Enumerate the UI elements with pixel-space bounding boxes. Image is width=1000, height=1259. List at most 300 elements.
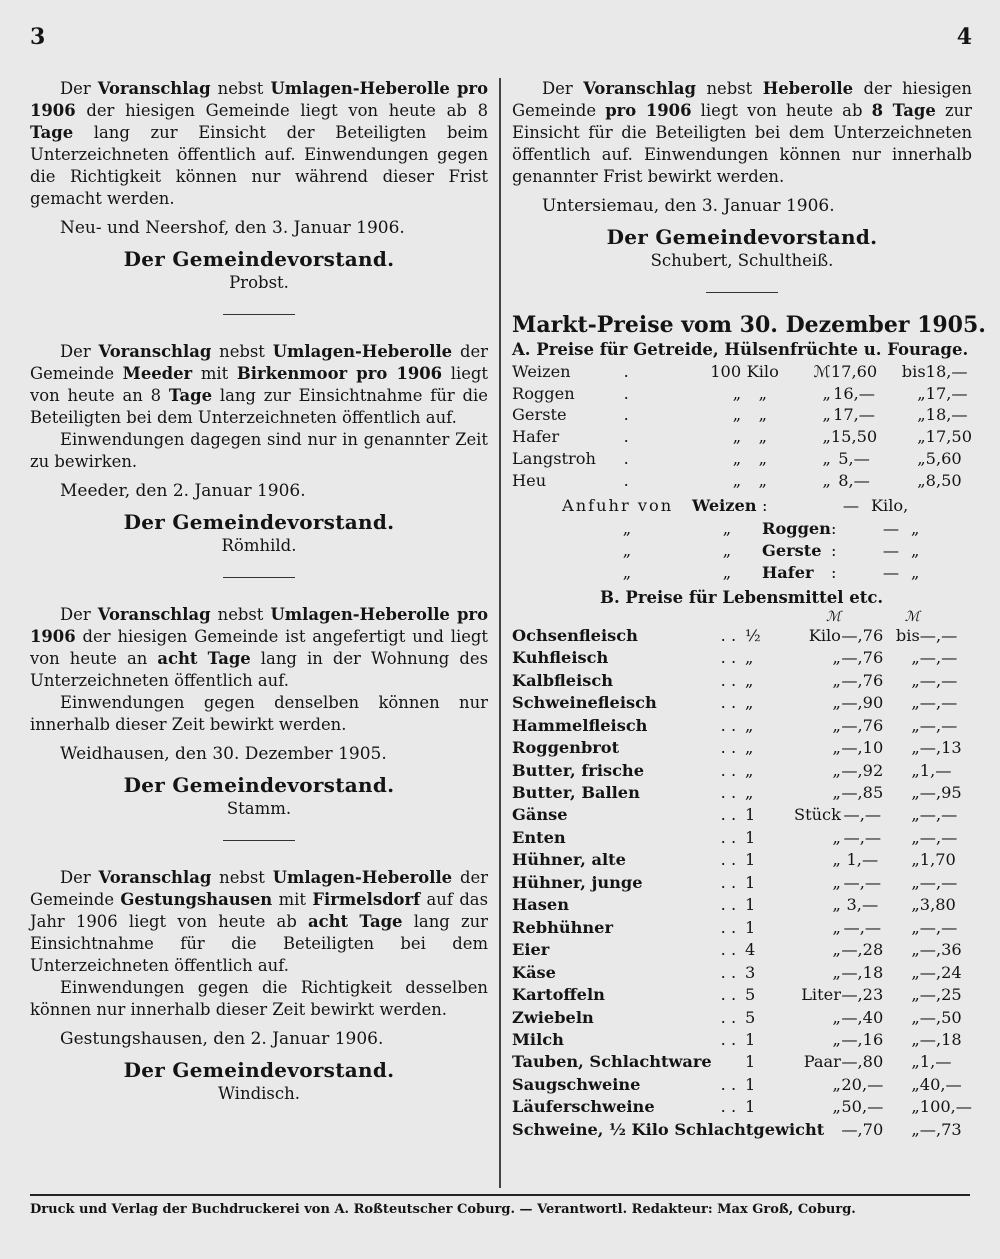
delivery-row-cell: „ [910,518,920,538]
grain-price-row-cell: „ [732,405,742,425]
delivery-row-cell: „ [910,541,920,561]
food-price-row [512,962,972,984]
food-price-row-cell: —,28 [841,940,884,960]
food-price-row-cell: „ [745,783,754,803]
food-price-row-cell: Hühner, alte [512,850,626,870]
grain-price-row [512,426,972,448]
food-price-row-cell: . . [720,1007,737,1027]
notice-meeder [30,341,488,557]
grain-price-row-cell: „ [732,470,742,490]
food-price-row-cell: —,— [919,805,958,825]
food-price-row-cell: „ [832,760,841,780]
food-price-row-cell: —,— [919,670,958,690]
delivery-row-cell: „ [722,541,732,561]
food-price-row-cell: „ [911,670,920,690]
delivery-row-cell: Anfuhr von [562,496,674,516]
food-price-row-cell: . . [720,985,737,1005]
food-price-row-cell: bis [895,625,920,645]
food-price-row-cell: 1,70 [919,850,956,870]
notice-text: Der Voranschlag nebst Umlagen-Heberolle pro 1906 der hiesigen Gemeinde ist angefertigt und liegt von heute an acht Tage lang in der Wohnung des Unterzeichneten öffentlich auf. [30,605,488,690]
delivery-row [562,518,919,540]
food-price-row-cell: —,76 [841,715,884,735]
food-price-row-cell: . . [720,805,737,825]
food-price-row-cell: —,13 [919,738,962,758]
food-price-row-cell: „ [832,783,841,803]
grain-price-row-cell: 18,— [925,405,968,425]
notice-signer: Windisch. [218,1084,300,1103]
food-price-row [512,625,972,647]
food-price-row-cell: . . [720,670,737,690]
food-price-row-cell: . . [720,625,737,645]
food-price-row-cell: —,24 [919,962,962,982]
grain-price-row-cell: 16,— [833,383,875,403]
grain-price-row-cell: „ [732,427,742,447]
notice-signature: Der Gemeindevorstand. [606,225,878,249]
food-price-row [512,1096,972,1118]
food-price-row-cell: Butter, frische [512,760,645,780]
delivery-row-cell: — [882,563,900,583]
food-price-row-cell: „ [832,872,841,892]
grain-price-row [512,470,972,492]
notice-text: Der Voranschlag nebst Umlagen-Heberolle pro 1906 der hiesigen Gemeinde liegt von heute ab 8 Tage lang zur Einsicht der Beteiligten beim Unterzeichneten öffentlich auf. Einwendungen gegen die Richtigkeit können nur während dieser Frist gemacht werden. [30,79,488,208]
food-price-row-cell: „ [911,1007,920,1027]
column-divider [499,78,501,1188]
food-price-row-cell: „ [832,850,841,870]
food-price-row-cell: „ [911,1030,920,1049]
food-price-row-cell: . . [720,760,737,780]
food-price-row-cell: Enten [512,827,566,847]
right-column [512,78,986,1141]
food-price-row-cell: —,90 [841,693,884,713]
food-price-row-cell: „ [911,1119,920,1139]
grain-price-row-cell: Kilo [746,362,779,381]
grain-price-row-cell: „ [917,470,926,490]
food-price-row-cell: . . [720,850,737,870]
food-price-row-cell: Stück [794,805,841,825]
food-price-row [512,737,972,759]
grain-price-row-cell: Heu [512,470,547,490]
food-price-row [512,647,972,669]
food-price-row-cell: . . [720,917,737,937]
food-price-row-cell: „ [745,648,754,668]
food-price-row-cell: 1,— [919,1052,952,1072]
food-price-row-cell: —,— [843,872,882,892]
notice-signer: Schubert, Schultheiß. [650,251,834,270]
food-price-row [512,782,972,804]
market-prices-title: Markt-Preise vom 30. Dezember 1905. [512,312,986,338]
food-price-row-cell: Käse [512,962,556,982]
delivery-row-cell: „ [722,563,732,583]
food-price-row [512,715,972,737]
imprint-footer: Druck und Verlag der Buchdruckerei von A. Roßteutscher Coburg. — Verantwortl. Redakteur: Max Groß, Coburg. [30,1194,970,1217]
food-price-row-cell: . . [720,827,737,847]
food-price-row-cell: Tauben, Schlachtware [512,1052,712,1072]
delivery-row-cell: : [762,496,768,516]
food-price-row-cell: —,— [843,827,882,847]
food-price-row-cell: —,70 [841,1119,884,1139]
food-price-row [512,984,972,1006]
food-price-row-cell: —,80 [841,1052,884,1072]
food-price-row-cell: . . [720,872,737,892]
food-price-row-cell: „ [911,962,920,982]
food-price-row-cell: 1 [745,917,756,937]
grain-price-row-cell: „ [758,427,767,447]
food-price-row-cell: Kartoffeln [512,985,605,1005]
grain-price-row-cell: „ [822,470,831,490]
grain-price-row-cell: 15,50 [830,427,878,447]
food-price-row [512,872,972,894]
separator-rule [223,314,295,315]
delivery-row-cell: „ [910,563,920,583]
grain-price-table [512,361,972,491]
food-price-row-cell: Läuferschweine [512,1097,655,1117]
food-price-row-cell: „ [745,670,754,690]
grain-price-row-cell: . [623,427,629,447]
grain-price-row-cell: bis [901,362,926,381]
food-price-row-cell: 1,— [846,850,879,870]
food-price-row-cell: „ [832,715,841,735]
food-price-row [512,894,972,916]
grain-price-row-cell: . [623,383,629,403]
food-price-row-cell: 1 [745,1074,756,1094]
notice-untersiemau [512,78,972,272]
food-price-row-cell: „ [832,648,841,668]
food-price-row-cell: 1 [745,895,756,915]
grain-price-row-cell: . [623,470,629,490]
grain-price-row-cell: „ [822,383,831,403]
food-price-row [512,1074,972,1096]
notice-place-date: Gestungshausen, den 2. Januar 1906. [60,1029,384,1049]
food-price-row-cell: „ [911,715,920,735]
grain-price-row-cell: . [623,362,629,381]
grain-price-row [512,404,972,426]
food-price-row-cell: „ [832,1007,841,1027]
food-price-row-cell: —,— [919,917,958,937]
grain-price-row-cell: Gerste [512,405,567,425]
grain-price-row-cell: „ [732,448,742,468]
food-price-row-cell: 50,— [841,1097,884,1117]
food-price-row-cell: . . [720,895,737,915]
section-b-heading: B. Preise für Lebensmittel etc. [600,587,884,607]
separator-rule [223,840,295,841]
food-price-row-cell: . . [720,940,737,960]
delivery-row-cell: — [882,541,900,561]
food-price-row-cell: —,— [919,715,958,735]
notice-signature: Der Gemeindevorstand. [123,510,395,534]
food-price-row [512,917,972,939]
food-price-row-cell: Hasen [512,895,569,915]
delivery-row-cell: — [842,496,860,516]
grain-price-row-cell: 17,50 [925,427,972,447]
grain-price-row-cell: „ [917,383,926,403]
food-price-row-cell: „ [745,760,754,780]
food-price-row-cell: 3 [745,962,756,982]
notice-gestungshausen [30,867,488,1105]
grain-price-row-cell: „ [917,448,926,468]
food-price-row-cell: 1 [745,872,756,892]
food-price-row [512,670,972,692]
food-price-row-cell: —,76 [841,625,884,645]
food-price-row-cell: Saugschweine [512,1074,641,1094]
food-price-row-cell: „ [911,1097,920,1117]
food-price-row-cell: —,25 [919,985,962,1005]
grain-price-row-cell: „ [822,427,831,447]
page-number-left: 3 [30,24,46,50]
delivery-row-cell: Weizen [692,496,757,516]
food-price-row [512,849,972,871]
food-price-row-cell [712,1051,745,1073]
page-number-right: 4 [956,24,972,50]
food-price-row-cell: Zwiebeln [512,1007,594,1027]
food-price-row-cell: „ [911,872,920,892]
notice-signature: Der Gemeindevorstand. [123,773,395,797]
food-price-row-cell: . . [720,1030,737,1049]
food-price-row-cell: —,18 [919,1030,962,1049]
food-price-row-cell: —,— [919,827,958,847]
food-price-row-cell: 1,— [919,760,952,780]
unit-mark: ℳ [904,608,920,625]
unit-mark: ℳ [825,608,841,625]
grain-price-row-cell: „ [917,405,926,425]
food-price-row-cell: —,18 [841,962,884,982]
food-price-row-cell: —,85 [841,783,884,803]
food-price-row-cell: . . [720,693,737,713]
food-price-row-cell: —,76 [841,670,884,690]
delivery-row-cell: — [882,518,900,538]
notice-text-2: Einwendungen dagegen sind nur in genannter Zeit zu bewirken. [30,430,488,471]
food-price-row-cell: Eier [512,940,550,960]
delivery-row-cell: : [830,518,837,538]
food-price-row-cell: „ [832,1074,841,1094]
grain-price-row-cell: „ [732,383,742,403]
grain-price-row [512,383,972,405]
grain-price-row-cell: 17,— [925,383,968,403]
grain-price-row-cell: 8,50 [925,470,962,490]
delivery-row-cell: : [830,563,837,583]
food-price-row-cell: Hammelfleisch [512,715,648,735]
grain-price-row-cell: Roggen [512,383,575,403]
section-a-heading: A. Preise für Getreide, Hülsenfrüchte u. Fourage. [512,340,969,359]
food-price-row-cell: —,92 [841,760,884,780]
grain-price-row-cell: 17,60 [830,362,878,381]
notice-text: Der Voranschlag nebst Umlagen-Heberolle der Gemeinde Gestungshausen mit Firmelsdorf auf das Jahr 1906 liegt von heute ab acht Tage lang zur Einsichtnahme für die Beteiligten bei dem Unterzeichneten öffentlich auf. [30,868,488,975]
delivery-row-cell: Kilo, [870,496,909,516]
food-price-row-cell: —,— [843,917,882,937]
food-price-row-cell: „ [911,738,920,758]
food-price-row [512,692,972,714]
food-price-row-cell: Paar [803,1052,841,1072]
grain-price-row-cell: „ [758,470,767,490]
food-price-row-cell: „ [911,917,920,937]
food-price-row-cell: 4 [745,940,756,960]
food-price-row-cell: „ [911,940,920,960]
food-price-row-cell: Roggenbrot [512,738,620,758]
food-price-row-cell: „ [832,693,841,713]
food-price-row [512,1051,972,1073]
food-price-row-cell: „ [911,693,920,713]
food-price-row-cell: „ [745,715,754,735]
notice-signature: Der Gemeindevorstand. [123,1058,395,1082]
grain-price-row-cell: . [623,405,629,425]
food-price-row-cell: 1 [745,1052,756,1072]
food-price-row-cell: —,16 [841,1030,884,1049]
grain-price-row-cell: . [623,448,629,468]
grain-price-row-cell: 5,60 [925,448,962,468]
food-price-row-cell: —,76 [841,648,884,668]
food-price-row-cell: „ [832,670,841,690]
food-price-row-cell: . . [720,715,737,735]
food-price-row-cell: . . [720,962,737,982]
food-price-row-cell: „ [911,805,920,825]
food-price-row-cell: . . [720,738,737,758]
food-price-row-cell: „ [832,895,841,915]
notice-text: Der Voranschlag nebst Heberolle der hiesigen Gemeinde pro 1906 liegt von heute ab 8 Tage zur Einsicht für die Beteiligten bei dem Unterzeichneten öffentlich auf. Einwendungen können nur innerhalb genannter Frist bewirkt werden. [512,79,972,186]
food-price-row-cell: 3,80 [919,895,956,915]
grain-price-row-cell: „ [758,383,767,403]
notice-text-2: Einwendungen gegen denselben können nur innerhalb dieser Zeit bewirkt werden. [30,693,488,734]
grain-price-row [512,448,972,470]
food-price-row-cell: „ [832,962,841,982]
food-price-row-cell: „ [832,1030,841,1049]
food-price-row-cell: Liter [801,985,841,1005]
notice-place-date: Meeder, den 2. Januar 1906. [60,481,306,501]
food-price-row-cell: 100,— [919,1097,972,1117]
food-price-row-cell: „ [911,827,920,847]
delivery-row-cell: „ [622,541,632,561]
grain-price-row-cell: 18,— [925,362,968,381]
food-price-row-cell: —,40 [841,1007,884,1027]
food-price-row-cell: „ [832,738,841,758]
food-price-row-cell: —,23 [841,985,884,1005]
food-price-row-cell: „ [911,850,920,870]
notice-place-date: Untersiemau, den 3. Januar 1906. [542,196,835,216]
food-price-row-cell: 5 [745,1007,756,1027]
food-price-row-cell: „ [832,1097,841,1117]
food-price-row-cell: —,95 [919,783,962,803]
food-price-row-cell: „ [745,693,754,713]
food-price-row [512,1119,972,1141]
food-price-row [512,939,972,961]
food-price-row-cell: Hühner, junge [512,872,643,892]
grain-price-row-cell: 17,— [833,405,875,425]
food-price-row [512,760,972,782]
grain-price-row-cell: 100 [710,362,742,381]
grain-price-row [512,361,972,383]
food-price-row-cell: . . [720,1097,737,1117]
food-price-row-cell: „ [745,738,754,758]
food-price-row-cell: Rebhühner [512,917,613,937]
food-price-row-cell: „ [911,1052,920,1072]
grain-price-row-cell: „ [758,448,767,468]
food-price-row-cell: „ [911,895,920,915]
food-price-row-cell: „ [832,917,841,937]
grain-price-row-cell: ℳ [813,362,831,381]
food-price-row-cell: Gänse [512,805,568,825]
food-price-row-cell: —,10 [841,738,884,758]
food-price-row-cell: —,— [919,693,958,713]
food-price-row-cell: „ [911,1074,920,1094]
delivery-row-cell: : [830,541,837,561]
food-price-row-cell: Butter, Ballen [512,783,640,803]
food-price-row-cell: Schweinefleisch [512,693,657,713]
notice-signer: Probst. [229,273,289,292]
grain-price-row-cell: „ [758,405,767,425]
food-price-row-cell: 20,— [841,1074,884,1094]
delivery-row [562,540,919,562]
food-price-row-cell: „ [832,827,841,847]
delivery-table [562,495,919,585]
notice-place-date: Neu- und Neershof, den 3. Januar 1906. [60,218,405,238]
grain-price-row-cell: Hafer [512,427,560,447]
food-price-row [512,827,972,849]
food-price-row-cell: 1 [745,827,756,847]
food-price-row-cell: . . [720,648,737,668]
food-price-row-cell: Kalbfleisch [512,670,613,690]
notice-signer: Römhild. [221,536,297,555]
food-price-row-cell: „ [911,783,920,803]
food-price-row-cell: Ochsenfleisch [512,625,638,645]
food-price-row-cell: „ [911,760,920,780]
food-price-row-cell: —,73 [919,1119,962,1139]
grain-price-row-cell: 8,— [838,470,870,490]
food-price-row-cell: 1 [745,1097,756,1117]
notice-weidhausen [30,604,488,820]
delivery-row-cell: Hafer [762,563,814,583]
delivery-row-cell: Roggen [762,518,831,538]
separator-rule [706,292,778,293]
food-price-row-cell: —,50 [919,1007,962,1027]
food-price-row-cell: 1 [745,850,756,870]
delivery-row-cell: „ [722,518,732,538]
food-price-row-cell: —,— [919,625,958,645]
food-price-row-cell: —,— [919,648,958,668]
food-price-row-cell: Schweine, ½ Kilo Schlachtgewicht [512,1119,825,1139]
left-column [30,78,488,1105]
delivery-row-cell: „ [622,518,632,538]
unit-row [512,609,972,625]
notice-signer: Stamm. [226,799,292,818]
food-price-row-cell: Kuhfleisch [512,648,609,668]
delivery-row [562,562,919,584]
food-price-row-cell: 1 [745,805,756,825]
food-price-row-cell: 5 [745,985,756,1005]
food-price-row-cell: 3,— [846,895,879,915]
grain-price-row-cell: Langstroh [512,448,596,468]
delivery-row-cell: „ [622,563,632,583]
food-price-row-cell: —,36 [919,940,962,960]
notice-neershof [30,78,488,294]
food-price-row-cell: Kilo [808,625,841,645]
food-price-row-cell: ½ [745,625,761,645]
food-price-row-cell: „ [911,985,920,1005]
food-price-row [512,1007,972,1029]
grain-price-row-cell: „ [822,405,831,425]
food-price-table [512,609,972,1141]
food-price-row-cell: 40,— [919,1074,962,1094]
notice-signature: Der Gemeindevorstand. [123,247,395,271]
notice-place-date: Weidhausen, den 30. Dezember 1905. [60,744,387,764]
food-price-row [512,804,972,826]
delivery-row-cell: Gerste [762,541,822,561]
food-price-row-cell: „ [832,940,841,960]
grain-price-row-cell: „ [917,427,926,447]
food-price-row-cell: „ [911,648,920,668]
food-price-row-cell: —,— [843,805,882,825]
grain-price-row-cell: „ [822,448,831,468]
notice-text-2: Einwendungen gegen die Richtigkeit desselben können nur innerhalb dieser Zeit bewirkt werden. [30,978,488,1019]
food-price-row-cell: . . [720,783,737,803]
grain-price-row-cell: 5,— [838,448,870,468]
